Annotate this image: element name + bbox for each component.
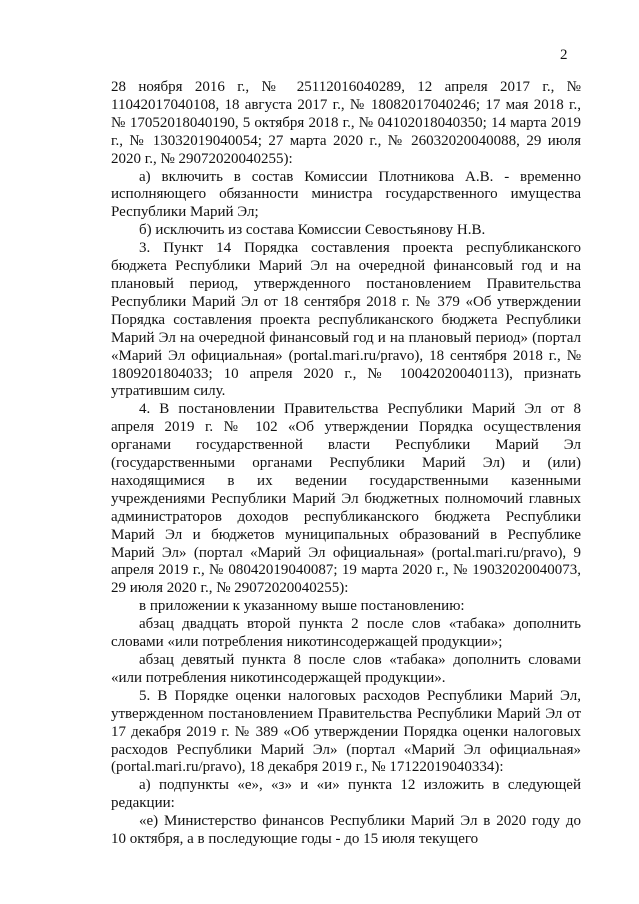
paragraph: 28 ноября 2016 г., № 25112016040289, 12 апреля 2017 г., № 11042017040108, 18 августа 2017 г., № 18082017040246; 17 мая 2018 г., № 17052018040190, 5 октября 2018 г., № 04102018040350; 14 марта 2019 г., № 13032019040054; 27 марта 2020 г., № 26032020040088, 29 июля 2020 г., № 29072020040255): — [111, 79, 581, 167]
paragraph: 3. Пункт 14 Порядка составления проекта республиканского бюджета Республики Марий Эл на очередной финансовый год и на плановый период, утвержденного постановлением Правительства Республики Марий Эл от 18 сентября 2018 г. № 379 «Об утверждении Порядка составления проекта республиканского бюджета Республики Марий Эл на очередной финансовый год и на плановый период» (портал «Марий Эл официальная» (portal.mari.ru/pravo), 18 сентября 2018 г., № 1809201804033; 10 апреля 2020 г., № 10042020040113), признать утратившим силу. — [111, 240, 581, 400]
paragraph: 5. В Порядке оценки налоговых расходов Республики Марий Эл, утвержденном постановлением Правительства Республики Марий Эл от 17 декабря 2019 г. № 389 «Об утверждении Порядка оценки налоговых расходов Республики Марий Эл» (портал «Марий Эл официальная» (portal.mari.ru/pravo), 18 декабря 2019 г., № 17122019040334): — [111, 687, 581, 776]
paragraph: абзац девятый пункта 8 после слов «табака» дополнить словами «или потребления никотинсодержащей продукции». — [111, 652, 581, 686]
paragraph: «е) Министерство финансов Республики Марий Эл в 2020 году до 10 октября, а в последующие годы - до 15 июля текущего — [111, 813, 581, 848]
paragraph: абзац двадцать второй пункта 2 после слов «табака» дополнить словами «или потребления никотинсодержащей продукции»; — [111, 616, 581, 651]
paragraph: б) исключить из состава Комиссии Севостьянову Н.В. — [139, 222, 486, 239]
paragraph: 4. В постановлении Правительства Республики Марий Эл от 8 апреля 2019 г. № 102 «Об утверждении Порядка осуществления органами государственной власти Республики Марий Эл (государственными органами Республики Марий Эл) и (или) находящимися в их ведении государственными казенными учреждениями Республики Марий Эл бюджетных полномочий главных администраторов доходов республиканского бюджета Республики Марий Эл и бюджетов муниципальных образований в Республике Марий Эл» (портал «Марий Эл официальная» (portal.mari.ru/pravo), 9 апреля 2019 г., № 08042019040087; 19 марта 2020 г., № 19032020040073, 29 июля 2020 г., № 29072020040255): — [111, 401, 581, 597]
paragraph: в приложении к указанному выше постановлению: — [139, 598, 465, 615]
page-number: 2 — [560, 47, 568, 63]
paragraph: а) подпункты «е», «з» и «и» пункта 12 изложить в следующей редакции: — [111, 777, 581, 812]
document-body — [111, 79, 581, 849]
paragraph: а) включить в состав Комиссии Плотникова А.В. - временно исполняющего обязанности министра государственного имущества Республики Марий Эл; — [111, 168, 581, 221]
